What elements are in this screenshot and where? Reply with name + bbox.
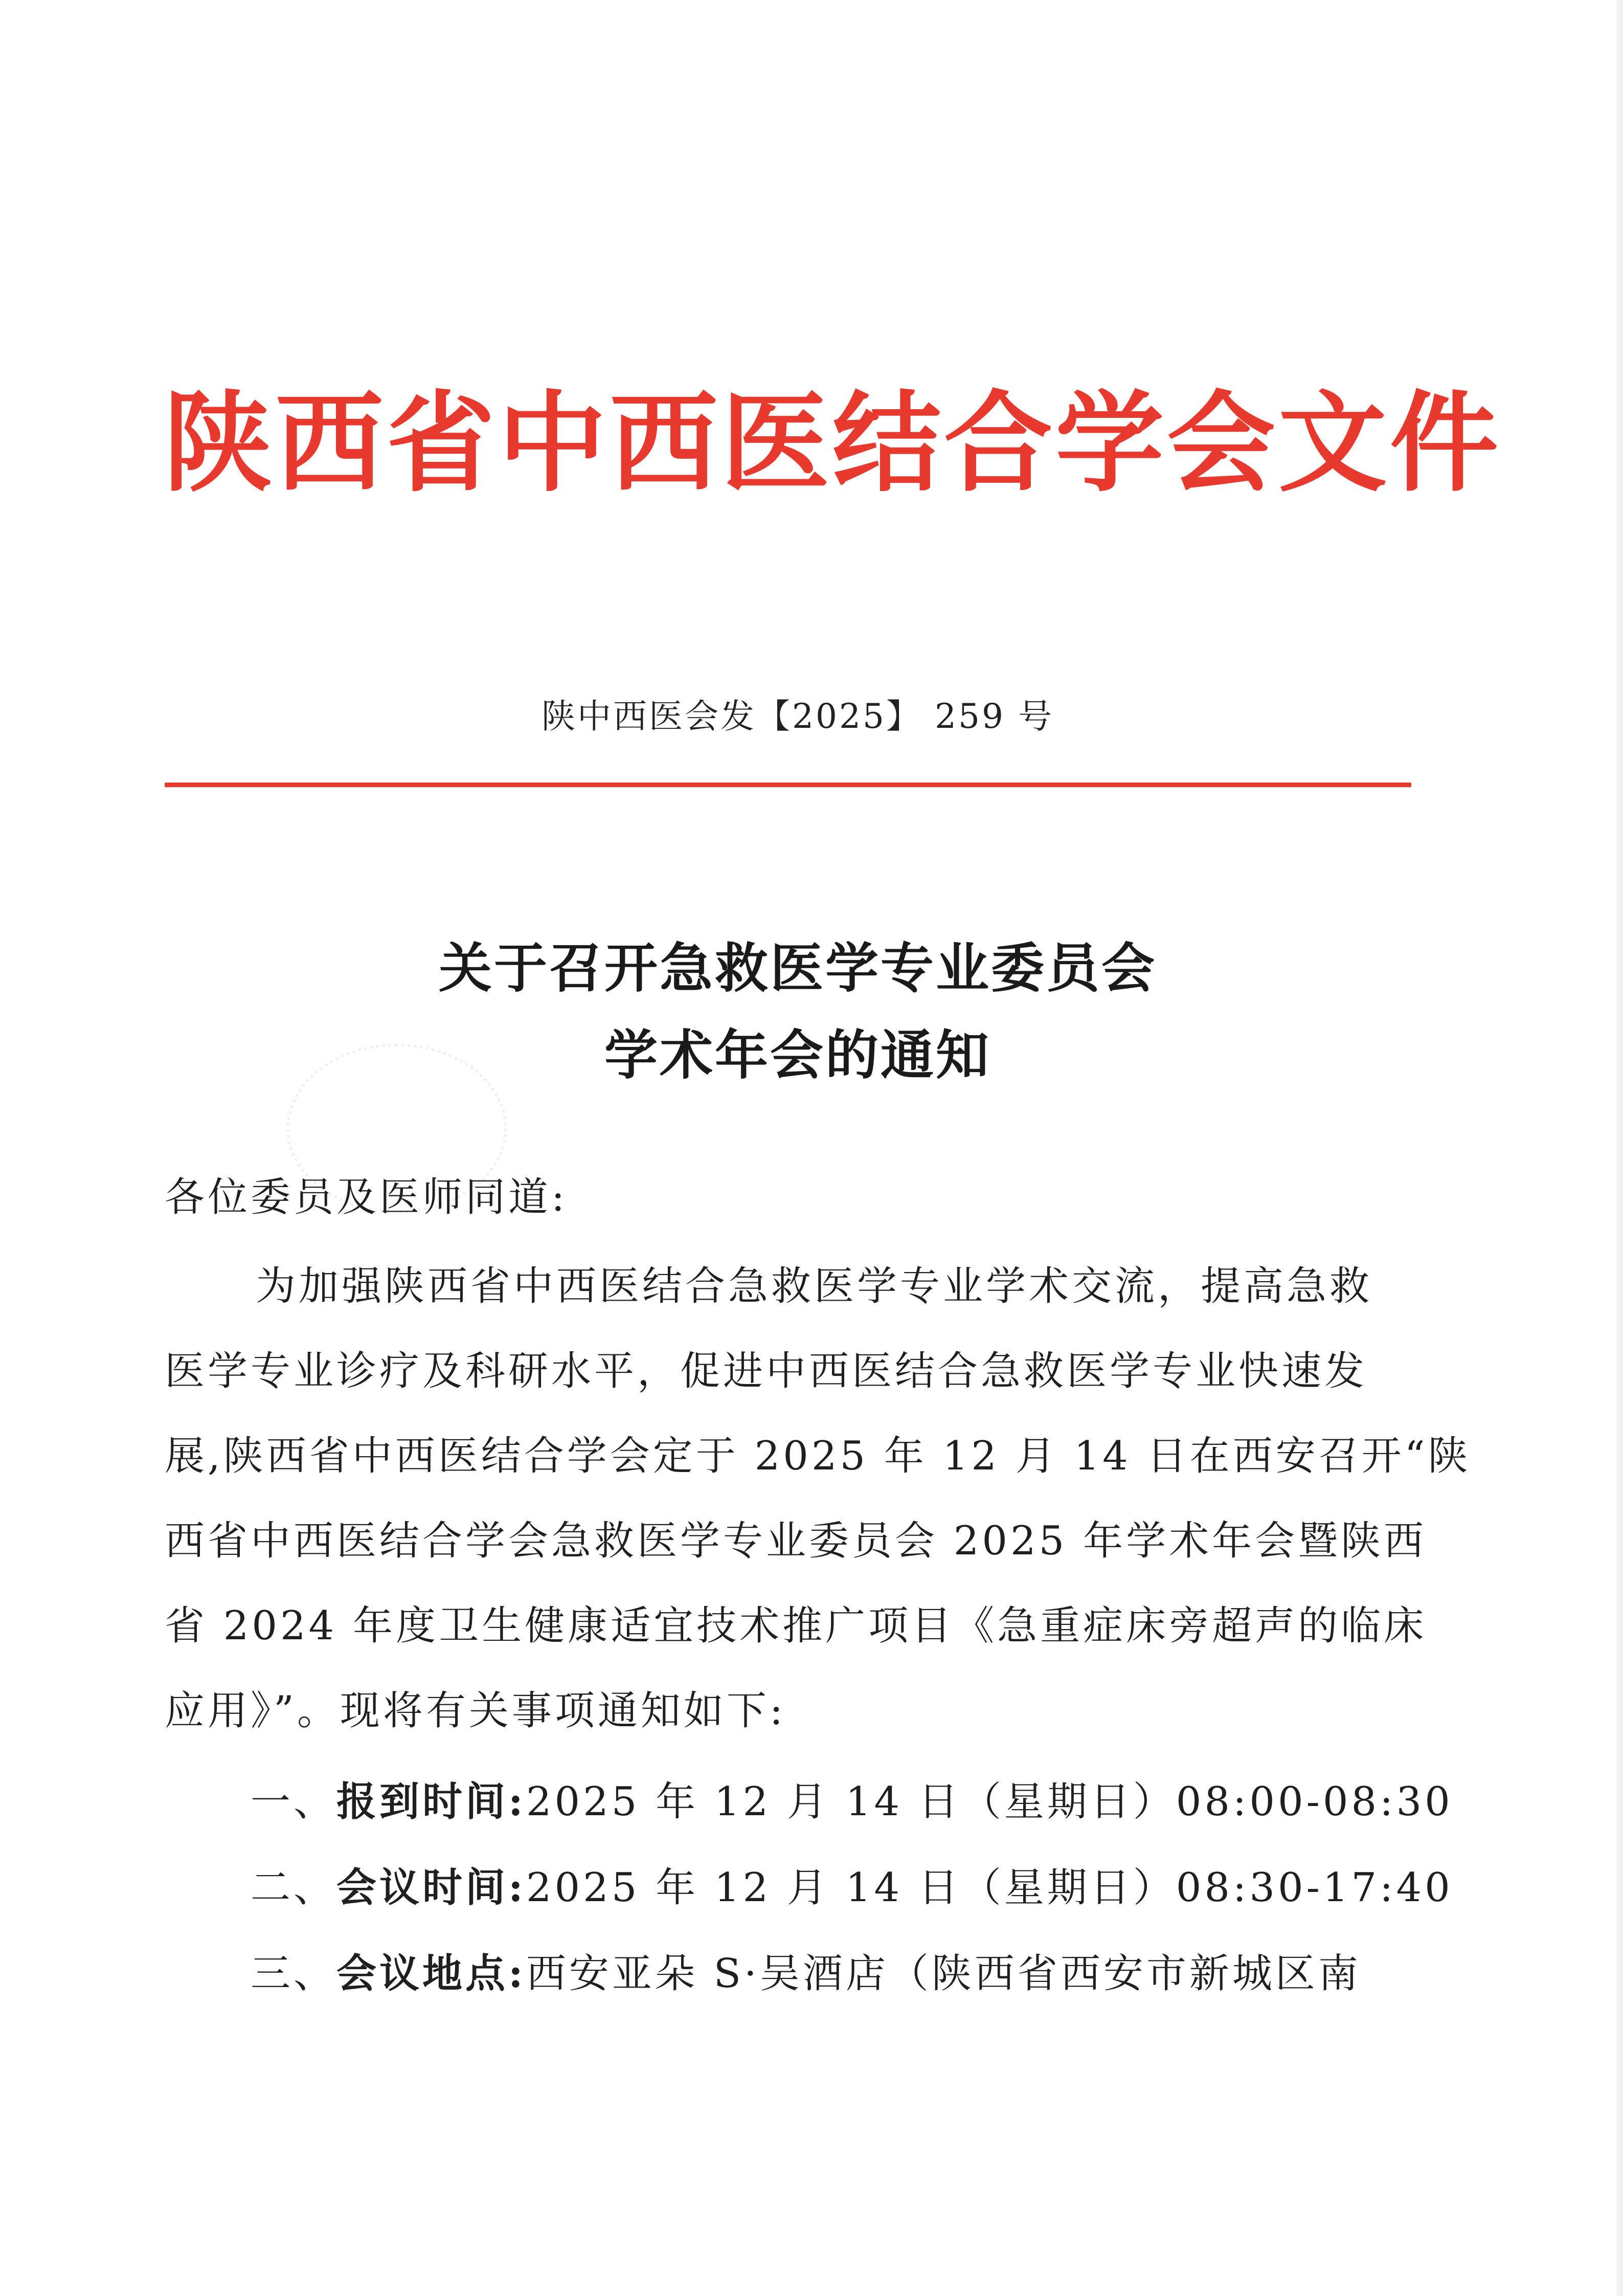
item-meeting-venue — [251, 1950, 1498, 1997]
item-registration-time — [251, 1778, 1498, 1825]
paragraph-line: 医学专业诊疗及科研水平，促进中西医结合急救医学专业快速发 — [165, 1348, 1368, 1394]
red-divider-line — [165, 783, 1411, 787]
paragraph-line: 为加强陕西省中西医结合急救医学专业学术交流，提高急救 — [256, 1263, 1373, 1309]
notice-title-line-2: 学术年会的通知 — [604, 1023, 991, 1086]
item-value: 2025 年 12 月 14 日（星期日）08:00-08:30 — [526, 1779, 1453, 1825]
scan-edge — [1616, 0, 1623, 2296]
salutation: 各位委员及医师同道: — [165, 1174, 568, 1220]
item-prefix: 一、 — [251, 1779, 337, 1825]
item-value: 西安亚朵 S·吴酒店（陕西省西安市新城区南 — [526, 1951, 1361, 1997]
item-label: 会议地点: — [336, 1950, 526, 1997]
paragraph-line: 展,陕西省中西医结合学会定于 2025 年 12 月 14 日在西安召开“陕 — [165, 1433, 1471, 1479]
notice-title-line-1: 关于召开急救医学专业委员会 — [438, 937, 1157, 999]
item-value: 2025 年 12 月 14 日（星期日）08:30-17:40 — [526, 1865, 1453, 1911]
paragraph-line: 西省中西医结合学会急救医学专业委员会 2025 年学术年会暨陕西 — [165, 1518, 1427, 1564]
item-label: 会议时间: — [336, 1864, 526, 1911]
paragraph-line: 省 2024 年度卫生健康适宜技术推广项目《急重症床旁超声的临床 — [165, 1603, 1427, 1649]
paragraph-line: 应用》”。现将有关事项通知如下: — [165, 1688, 786, 1734]
item-label: 报到时间: — [336, 1778, 526, 1825]
document-number: 陕中西医会发【2025】 259 号 — [542, 697, 1054, 736]
item-prefix: 二、 — [251, 1865, 337, 1911]
item-meeting-time — [251, 1864, 1498, 1911]
org-header-title: 陕西省中西医结合学会文件 — [164, 379, 1501, 506]
item-prefix: 三、 — [251, 1951, 337, 1997]
